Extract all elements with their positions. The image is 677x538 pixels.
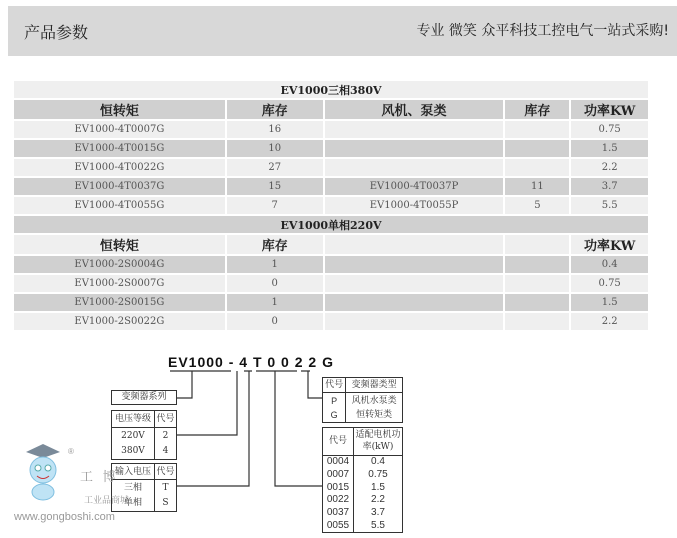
type-table — [322, 377, 403, 423]
cell: 2 — [162, 430, 169, 441]
table-cell — [325, 121, 504, 138]
slogan: 专业 微笑 众平科技工控电气一站式采购! — [416, 23, 669, 39]
table-section-title — [14, 81, 648, 98]
table-cell: 功率KW — [571, 235, 648, 254]
cell: 0037 — [323, 507, 354, 520]
table-cell: 11 — [505, 178, 569, 195]
table-cell: EV1000-4T0015G — [14, 140, 225, 157]
stock-table — [12, 79, 650, 332]
table-cell: 15 — [227, 178, 323, 195]
table-cell: 10 — [227, 140, 323, 157]
table-cell: 0.75 — [571, 275, 648, 292]
table-cell — [325, 235, 504, 254]
cell: G — [323, 408, 346, 422]
cell: 0.75 — [368, 468, 388, 480]
table-section-title — [14, 216, 648, 233]
table-cell: EV1000-2S0004G — [14, 256, 225, 273]
cell: 三相 — [112, 480, 154, 496]
table-cell: 0.75 — [571, 121, 648, 138]
cell: 单相 — [112, 496, 154, 511]
cell: 变频器类型 — [351, 380, 397, 391]
cell: 2.2 — [371, 494, 385, 506]
table-cell — [505, 121, 569, 138]
table-row — [14, 256, 648, 273]
table-cell — [325, 275, 504, 292]
cell: 恒转矩类 — [356, 409, 393, 420]
table-cell: 库存 — [227, 100, 323, 119]
cell: 0.4 — [371, 456, 385, 468]
power-table — [322, 427, 403, 533]
table-cell: 2.2 — [571, 313, 648, 330]
section-title: EV1000单相220V — [14, 216, 648, 233]
mascot-logo — [18, 440, 68, 502]
cell: 0015 — [323, 481, 354, 494]
table-cell: 5.5 — [571, 197, 648, 214]
page-title: 产品参数 — [24, 23, 89, 42]
table-cell: 1.5 — [571, 294, 648, 311]
power-row — [323, 481, 402, 494]
table-cell: 3.7 — [571, 178, 648, 195]
table-cell: EV1000-4T0037G — [14, 178, 225, 195]
table-cell — [325, 294, 504, 311]
section-title: EV1000三相380V — [14, 81, 648, 98]
table-cell: 恒转矩 — [14, 235, 225, 254]
cell: 220V — [112, 427, 154, 443]
cell: 代号 — [156, 466, 175, 477]
table-cell — [505, 275, 569, 292]
cell: 输入电压 — [112, 464, 154, 480]
table-cell: 0.4 — [571, 256, 648, 273]
table-header-row — [14, 100, 648, 119]
cell: 电压等级 — [112, 411, 154, 427]
table-cell: 0 — [227, 275, 323, 292]
table-cell: 2.2 — [571, 159, 648, 176]
table-header-row — [14, 235, 648, 254]
watermark-reg: ® — [68, 447, 74, 456]
cell: 5.5 — [371, 519, 385, 531]
table-cell: 1.5 — [571, 140, 648, 157]
table-cell: 7 — [227, 197, 323, 214]
table-cell — [325, 159, 504, 176]
table-row — [14, 313, 648, 330]
cell: 代号 — [323, 378, 346, 393]
table-cell: 库存 — [227, 235, 323, 254]
table-cell: EV1000-2S0007G — [14, 275, 225, 292]
cell: 1.5 — [371, 481, 385, 493]
table-cell — [505, 294, 569, 311]
table-row — [14, 275, 648, 292]
watermark-url: www.gongboshi.com — [14, 511, 115, 523]
cell: S — [162, 498, 169, 509]
cell: 380V — [112, 443, 154, 459]
table-cell: 1 — [227, 256, 323, 273]
cell: 0004 — [323, 455, 354, 468]
table-cell: EV1000-4T0037P — [325, 178, 504, 195]
table-cell — [325, 256, 504, 273]
table-cell: EV1000-4T0022G — [14, 159, 225, 176]
power-row — [323, 507, 402, 520]
cell: T — [162, 483, 169, 494]
watermark-brand: 工 博 — [80, 469, 119, 484]
watermark-sub: 工业品商城 — [84, 495, 130, 505]
cell: 0022 — [323, 494, 354, 507]
cell: 0007 — [323, 469, 354, 482]
table-row — [14, 140, 648, 157]
table-cell — [505, 313, 569, 330]
table-cell — [505, 140, 569, 157]
cell: 0055 — [323, 519, 354, 532]
table-row — [14, 121, 648, 138]
page-header — [8, 6, 677, 56]
table-row — [14, 197, 648, 214]
table-cell — [325, 313, 504, 330]
table-cell: 风机、泵类 — [325, 100, 504, 119]
power-row — [323, 519, 402, 532]
table-cell — [505, 235, 569, 254]
series-box: 变频器系列 — [111, 390, 177, 405]
table-cell: EV1000-4T0007G — [14, 121, 225, 138]
table-row — [14, 294, 648, 311]
cell: 代号 — [156, 413, 175, 424]
table-cell: 1 — [227, 294, 323, 311]
table-cell — [505, 256, 569, 273]
table-cell: 恒转矩 — [14, 100, 225, 119]
voltage-table — [111, 410, 177, 460]
model-code-diagram — [0, 340, 677, 538]
table-cell: 5 — [505, 197, 569, 214]
table-cell: 0 — [227, 313, 323, 330]
table-cell: EV1000-2S0022G — [14, 313, 225, 330]
table-cell: 库存 — [505, 100, 569, 119]
table-cell: EV1000-4T0055P — [325, 197, 504, 214]
cell: P — [323, 393, 346, 408]
table-cell: 16 — [227, 121, 323, 138]
table-row — [14, 178, 648, 195]
table-row — [14, 159, 648, 176]
table-cell: 功率KW — [571, 100, 648, 119]
table-cell — [325, 140, 504, 157]
table-cell — [505, 159, 569, 176]
cell: 3.7 — [371, 506, 385, 518]
power-row — [323, 469, 402, 482]
table-cell: EV1000-2S0015G — [14, 294, 225, 311]
table-cell: EV1000-4T0055G — [14, 197, 225, 214]
cell: 4 — [162, 446, 169, 457]
power-row — [323, 455, 402, 468]
power-row — [323, 494, 402, 507]
model-code: EV1000 - 4 T 0 0 2 2 G — [168, 354, 334, 370]
cell: 风机水泵类 — [351, 395, 397, 406]
table-cell: 27 — [227, 159, 323, 176]
cell: 适配电机功率(kW) — [355, 430, 401, 453]
cell: 代号 — [323, 428, 354, 455]
